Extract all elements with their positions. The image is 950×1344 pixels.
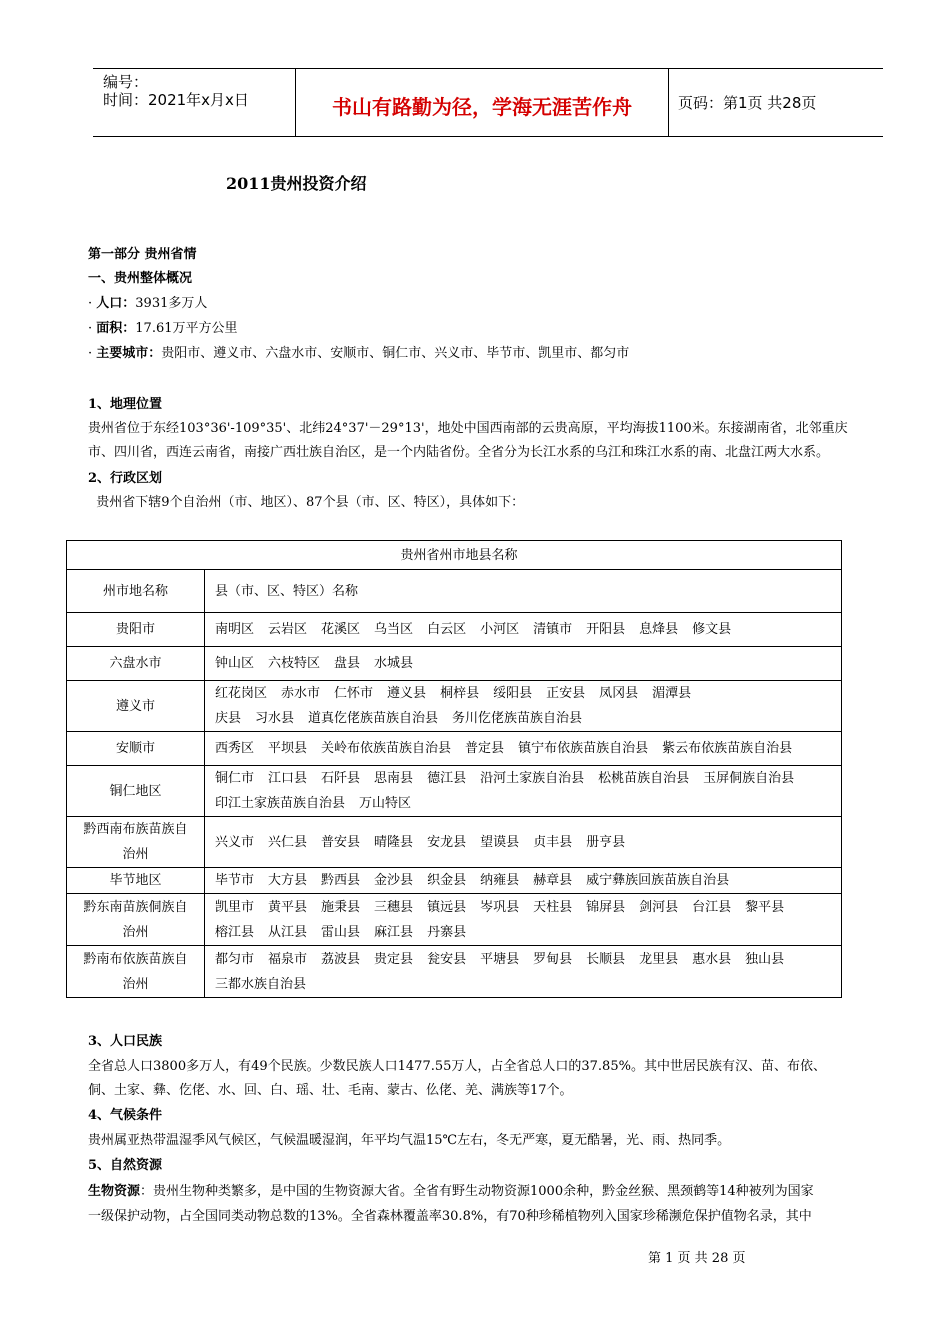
- header-top-rule: [93, 68, 883, 69]
- column-header: 县（市、区、特区）名称: [205, 570, 842, 613]
- county-name: 开阳县: [586, 622, 626, 637]
- county-name: 普安县: [321, 834, 361, 850]
- county-name: 纳雍县: [480, 873, 520, 888]
- county-line: [215, 791, 841, 816]
- population-label: 人口：: [96, 296, 136, 311]
- table-header-row: [67, 570, 842, 613]
- county-name: 云岩区: [268, 622, 308, 637]
- paragraph-line: 贵州属亚热带温湿季风气候区，气候温暖湿润，年平均气温15℃左右，冬无严寒，夏无酷暑，光、雨、热同季。: [88, 1133, 731, 1148]
- county-name: 都匀市: [215, 951, 255, 967]
- header-motto: 书山有路勤为径，学海无涯苦作舟: [332, 95, 632, 119]
- county-name: 赫章县: [533, 873, 573, 888]
- county-name: 仁怀市: [334, 686, 374, 701]
- county-list: [205, 681, 842, 732]
- page-indicator: 页码：第1页 共28页: [678, 94, 817, 112]
- county-name: 施秉县: [321, 899, 361, 915]
- county-name: 花溪区: [321, 622, 361, 637]
- county-name: 凯里市: [215, 899, 255, 915]
- table-row: [67, 613, 842, 647]
- county-name: 玉屏侗族自治县: [703, 771, 795, 786]
- area-label: 面积：: [96, 321, 136, 336]
- table-row: [67, 766, 842, 817]
- county-name: 平塘县: [480, 951, 520, 967]
- county-name: 息烽县: [639, 622, 679, 637]
- county-name: 紫云布依族苗族自治县: [662, 741, 793, 756]
- county-name: 印江土家族苗族自治县: [215, 796, 346, 811]
- county-name: 绥阳县: [493, 686, 533, 701]
- county-name: 小河区: [480, 622, 520, 637]
- county-list: [205, 868, 842, 894]
- table-row: [67, 868, 842, 894]
- prefecture-name: 铜仁地区: [67, 766, 205, 817]
- county-line: [215, 830, 841, 855]
- paragraph-line: 全省总人口3800多万人，有49个民族。少数民族人口1477.55万人，占全省总人口的37.85%。其中世居民族有汉、苗、布依、: [88, 1059, 826, 1074]
- prefecture-name: 黔西南布族苗族自治州: [67, 817, 205, 868]
- county-line: [215, 617, 841, 642]
- county-line: [215, 766, 841, 791]
- bullet-icon: ·: [88, 346, 97, 361]
- county-name: 三穗县: [374, 899, 414, 915]
- paragraph-line: 贵州省下辖9个自治州（市、地区）、87个县（市、区、特区），具体如下：: [88, 495, 525, 510]
- county-list: [205, 732, 842, 766]
- section-heading: 4、气候条件: [88, 1108, 163, 1123]
- county-name: 关岭布依族苗族自治县: [321, 741, 452, 756]
- area-value: 17.61万平方公里: [135, 321, 238, 336]
- bio-label: 生物资源: [88, 1184, 141, 1199]
- county-line: [215, 651, 841, 676]
- county-list: [205, 946, 842, 998]
- table-row: [67, 681, 842, 732]
- county-name: 雷山县: [321, 924, 361, 940]
- county-name: 织金县: [427, 873, 467, 888]
- county-name: 大方县: [268, 873, 308, 888]
- section-heading: 一、贵州整体概况: [88, 271, 193, 286]
- county-name: 镇宁布依族苗族自治县: [518, 741, 649, 756]
- bullet-icon: ·: [88, 296, 97, 311]
- county-name: 钟山区: [215, 656, 255, 671]
- prefecture-name: 遵义市: [67, 681, 205, 732]
- county-name: 石阡县: [321, 771, 361, 786]
- county-name: 西秀区: [215, 741, 255, 756]
- county-name: 兴义市: [215, 834, 255, 850]
- document-title: 2011贵州投资介绍: [226, 174, 367, 193]
- county-name: 江口县: [268, 771, 308, 786]
- county-name: 瓮安县: [427, 951, 467, 967]
- county-name: 贵定县: [374, 951, 414, 967]
- county-name: 遵义县: [387, 686, 427, 701]
- county-line: [215, 895, 841, 920]
- county-name: 荔波县: [321, 951, 361, 967]
- table-caption-row: [67, 541, 842, 570]
- section-heading: 2、行政区划: [88, 471, 163, 486]
- county-name: 三都水族自治县: [215, 976, 307, 992]
- cities-label: 主要城市：: [96, 346, 162, 361]
- county-name: 水城县: [374, 656, 414, 671]
- county-name: 独山县: [745, 951, 785, 967]
- paragraph-line: 侗、土家、彝、仡佬、水、回、白、瑶、壮、毛南、蒙古、仫佬、羌、满族等17个。: [88, 1083, 573, 1098]
- county-name: 湄潭县: [652, 686, 692, 701]
- county-name: 道真仡佬族苗族自治县: [308, 711, 439, 726]
- county-name: 龙里县: [639, 951, 679, 967]
- county-name: 务川仡佬族苗族自治县: [452, 711, 583, 726]
- area-item: [88, 317, 238, 341]
- county-line: [215, 947, 841, 972]
- cities-item: [88, 342, 629, 366]
- county-name: 白云区: [427, 622, 467, 637]
- county-name: 望谟县: [480, 834, 520, 850]
- county-name: 凤冈县: [599, 686, 639, 701]
- column-header: 州市地名称: [67, 570, 205, 613]
- county-name: 德江县: [427, 771, 467, 786]
- county-name: 镇远县: [427, 899, 467, 915]
- paragraph-line: 贵州省位于东经103°36'-109°35'、北纬24°37'－29°13'，地处中国西南部的云贵高原，平均海拔1100米。东接湖南省，北邻重庆: [88, 421, 848, 436]
- county-name: 六枝特区: [268, 656, 321, 671]
- page-footer: 第 1 页 共 28 页: [648, 1251, 746, 1266]
- part-heading: 第一部分 贵州省情: [88, 247, 197, 262]
- county-name: 庆县: [215, 711, 242, 726]
- county-name: 铜仁市: [215, 771, 255, 786]
- county-line: [215, 736, 841, 761]
- county-name: 金沙县: [374, 873, 414, 888]
- county-name: 兴仁县: [268, 834, 308, 850]
- county-line: [215, 681, 841, 706]
- county-name: 丹寨县: [427, 924, 467, 940]
- county-name: 盘县: [334, 656, 361, 671]
- paragraph-line: 市、四川省，西连云南省，南接广西壮族自治区，是一个内陆省份。全省分为长江水系的乌江和珠江水系的南、北盘江两大水系。: [88, 445, 830, 460]
- header-divider: [668, 68, 669, 136]
- county-name: 从江县: [268, 924, 308, 940]
- county-name: 剑河县: [639, 899, 679, 915]
- county-name: 黎平县: [745, 899, 785, 915]
- population-item: [88, 292, 207, 316]
- section-heading: 3、人口民族: [88, 1034, 163, 1049]
- county-name: 万山特区: [359, 796, 412, 811]
- county-list: [205, 894, 842, 946]
- county-name: 桐梓县: [440, 686, 480, 701]
- table-row: [67, 946, 842, 998]
- doc-number-label: 编号：: [103, 73, 149, 91]
- county-name: 安龙县: [427, 834, 467, 850]
- county-line: [215, 920, 841, 945]
- county-name: 榕江县: [215, 924, 255, 940]
- county-name: 册亨县: [586, 834, 626, 850]
- prefecture-name: 贵阳市: [67, 613, 205, 647]
- county-name: 黄平县: [268, 899, 308, 915]
- county-name: 罗甸县: [533, 951, 573, 967]
- county-name: 天柱县: [533, 899, 573, 915]
- table-row: [67, 894, 842, 946]
- county-name: 修文县: [692, 622, 732, 637]
- county-name: 正安县: [546, 686, 586, 701]
- county-list: [205, 817, 842, 868]
- county-name: 台江县: [692, 899, 732, 915]
- county-list: [205, 766, 842, 817]
- county-name: 习水县: [255, 711, 295, 726]
- county-name: 思南县: [374, 771, 414, 786]
- table-row: [67, 647, 842, 681]
- population-value: 3931多万人: [135, 296, 208, 311]
- county-list: [205, 647, 842, 681]
- county-line: [215, 972, 841, 997]
- county-name: 清镇市: [533, 622, 573, 637]
- doc-time-label: 时间：2021年x月x日: [103, 91, 249, 109]
- county-name: 威宁彝族回族苗族自治县: [586, 873, 730, 888]
- paragraph-line: 一级保护动物，占全国同类动物总数的13%。全省森林覆盖率30.8%，有70种珍稀植物列入国家珍稀濒危保护值物名录，其中: [88, 1209, 812, 1224]
- county-name: 乌当区: [374, 622, 414, 637]
- county-line: [215, 706, 841, 731]
- county-line: [215, 868, 841, 893]
- county-name: 福泉市: [268, 951, 308, 967]
- header-bottom-rule: [93, 136, 883, 137]
- county-name: 晴隆县: [374, 834, 414, 850]
- prefecture-name: 安顺市: [67, 732, 205, 766]
- county-name: 红花岗区: [215, 686, 268, 701]
- bullet-icon: ·: [88, 321, 97, 336]
- county-name: 松桃苗族自治县: [598, 771, 690, 786]
- section-heading: 5、自然资源: [88, 1158, 163, 1173]
- table-caption: 贵州省州市地县名称: [67, 541, 842, 570]
- county-name: 沿河土家族自治县: [480, 771, 585, 786]
- table-row: [67, 817, 842, 868]
- table-row: [67, 732, 842, 766]
- county-name: 长顺县: [586, 951, 626, 967]
- county-name: 赤水市: [281, 686, 321, 701]
- prefecture-name: 黔东南苗族侗族自治州: [67, 894, 205, 946]
- prefecture-name: 毕节地区: [67, 868, 205, 894]
- county-name: 锦屏县: [586, 899, 626, 915]
- prefecture-name: 黔南布依族苗族自治州: [67, 946, 205, 998]
- county-name: 黔西县: [321, 873, 361, 888]
- prefecture-name: 六盘水市: [67, 647, 205, 681]
- county-name: 惠水县: [692, 951, 732, 967]
- cities-value: 贵阳市、遵义市、六盘水市、安顺市、铜仁市、兴义市、毕节市、凯里市、都匀市: [161, 346, 630, 361]
- bio-text: ：贵州生物种类繁多，是中国的生物资源大省。全省有野生动物资源1000余种，黔金丝猴、黑颈鹤等14种被列为国家: [140, 1184, 814, 1199]
- county-name: 岑巩县: [480, 899, 520, 915]
- county-name: 南明区: [215, 622, 255, 637]
- county-name: 普定县: [465, 741, 505, 756]
- county-name: 平坝县: [268, 741, 308, 756]
- admin-division-table: [66, 540, 842, 998]
- county-name: 毕节市: [215, 873, 255, 888]
- county-list: [205, 613, 842, 647]
- county-name: 麻江县: [374, 924, 414, 940]
- county-name: 贞丰县: [533, 834, 573, 850]
- paragraph-line: [88, 1180, 814, 1204]
- section-heading: 1、地理位置: [88, 397, 163, 412]
